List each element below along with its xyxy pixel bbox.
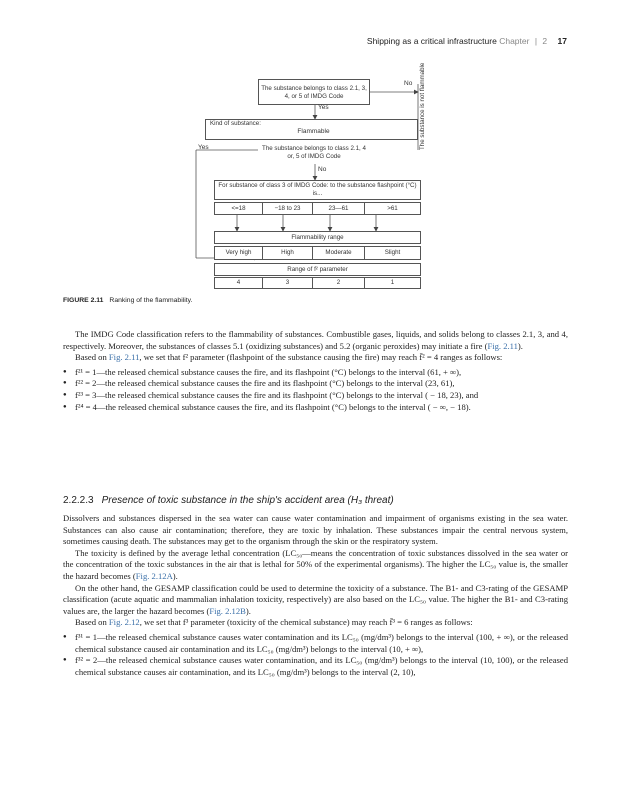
kind-of-substance-value: Flammable <box>297 128 330 135</box>
separator: | <box>534 36 538 46</box>
value-cell: 1 <box>390 279 395 286</box>
range-cell: 23—61 <box>313 203 365 214</box>
chapter-label: Chapter <box>499 36 530 46</box>
figure-link[interactable]: Fig. 2.12B <box>209 605 246 616</box>
level-cell: Moderate <box>313 247 365 259</box>
section-number: 2.2.2.3 <box>63 495 94 506</box>
section-heading <box>63 495 394 506</box>
list-item: ● f²⁴ = 4—the released chemical substance causes the fire, and its flashpoint (°C) belongs to the interval ( − ∞, − 18). <box>63 402 568 414</box>
chapter-number: 2 <box>542 36 548 46</box>
box-class-2-1-4-5: The substance belongs to class 2.1, 4 or, 5 of IMDG Code <box>258 144 370 164</box>
box-imdg-class-check: The substance belongs to class 2.1, 3, 4, or 5 of IMDG Code <box>258 79 370 105</box>
level-cell: High <box>263 247 313 259</box>
figure-flammability-flowchart <box>0 0 625 300</box>
text-block-toxicity <box>63 513 568 678</box>
box-parameter-range: Range of f² parameter <box>214 263 421 276</box>
label-no-2: No <box>318 166 327 173</box>
paragraph-lc50: The toxicity is defined by the average lethal concentration (LC₅₀—means the concentration of toxic substances dissolved in the sea water or the concentration of the toxic substances in the air that is lethal for 50% of the experimental organisms). The higher the LC₅₀ value is, the smaller the hazard becomes (Fig. 2.12A). <box>63 547 568 581</box>
list-item: ● f²² = 2—the released chemical substance causes the fire and its flashpoint (°C) belongs to the interval (23, 61), <box>63 378 568 390</box>
paragraph-based-on: Based on Fig. 2.11, we set that f² parameter (flashpoint of the substance causing the fire) may reach f̄² = 4 ranges as follows: <box>75 352 503 363</box>
label-yes-1: Yes <box>318 104 329 111</box>
box-flashpoint-question: For substance of class 3 of IMDG Code: to the substance flashpoint (°C) is... <box>214 180 421 200</box>
paragraph-imdg: The IMDG Code classification refers to the flammability of substances. Combustible gases, liquids, and solids belong to classes 2.1, 3, and 4, respectively. Moreover, the substances of classes 5.1 (oxidizing substances) and 5.2 (organic peroxides) may initiate a fire (Fig. 2.11). <box>63 329 568 351</box>
figure-link[interactable]: Fig. 2.12A <box>135 570 173 581</box>
figure-link[interactable]: Fig. 2.12 <box>108 617 140 628</box>
value-cell: 2 <box>313 278 365 288</box>
list-item: ● f³² = 2—the released chemical substance causes water contamination, and its LC₅₀ (mg/dm³) belongs to the interval (10, 100), or the released chemical substance causes air contamination, and its LC₅₀ (mg/dm³) belongs to the interval (2, 10), <box>63 655 568 678</box>
row-flammability-levels <box>214 246 421 260</box>
figure-link[interactable]: Fig. 2.11 <box>108 352 140 363</box>
page-number: 17 <box>557 36 567 46</box>
box-kind-of-substance <box>205 119 418 140</box>
value-cell: 4 <box>215 278 263 288</box>
range-cell: <=18 <box>215 203 263 214</box>
level-cell: Slight <box>384 249 401 256</box>
level-cell: Very high <box>215 247 263 259</box>
toxicity-list <box>63 632 568 678</box>
list-item: ● f³¹ = 1—the released chemical substance causes water contamination and its LC₅₀ (mg/dm³) belongs to the interval (100, + ∞), or the released chemical substance caused air contamination and its LC₅₀ (mg/dm³) belongs to the interval (10, + ∞), <box>63 632 568 655</box>
flashpoint-list <box>63 367 568 413</box>
running-title: Shipping as a critical infrastructure <box>366 36 497 46</box>
kind-of-substance-label: Kind of substance: <box>210 120 261 127</box>
label-no-top: No <box>404 80 413 87</box>
figure-link[interactable]: Fig. 2.11 <box>487 340 518 351</box>
value-cell: 3 <box>263 278 313 288</box>
paragraph-dissolvers: Dissolvers and substances dispersed in the sea water can cause water contamination and impairment of organisms existing in the sea water. Substances can also cause air contamination; therefore, they are toxic by inhalation. These substances impair the central nervous system, sometimes causing death. The substances may get to the organism through the skin or the respiratory system. <box>63 513 568 547</box>
range-cell: >61 <box>387 204 398 212</box>
paragraph-gesamp: On the other hand, the GESAMP classification could be used to determine the toxicity of a substance. The B1- and C3-rating of the GESAMP classification (acute aquatic and mammalian inhalation toxicity, respectively) are also based on the LC₅₀ value. The higher the B1- and C3-rating values are, the larger the hazard becomes (Fig. 2.12B). <box>63 582 568 616</box>
list-item: ● f²¹ = 1—the released chemical substance causes the fire, and its flashpoint (°C) belongs to the interval (61, + ∞), <box>63 367 568 379</box>
list-item: ● f²³ = 3—the released chemical substance causes the fire and its flashpoint (°C) belongs to the interval ( − 18, 23), and <box>63 390 568 402</box>
label-yes-left: Yes <box>198 144 209 151</box>
paragraph-based-on-2: Based on Fig. 2.12, we set that f³ parameter (toxicity of the chemical substance) may reach f̄³ = 6 ranges as follows: <box>75 617 473 628</box>
row-parameter-values <box>214 277 421 289</box>
caption-label: FIGURE 2.11 <box>63 297 104 304</box>
text-block-flammability <box>63 329 568 413</box>
range-cell: −18 to 23 <box>263 203 313 214</box>
row-flashpoint-ranges <box>214 202 421 215</box>
figure-caption <box>63 297 192 304</box>
section-title: Presence of toxic substance in the ship's accident area (H₃ threat) <box>101 495 394 506</box>
box-flammability-range: Flammability range <box>214 231 421 244</box>
caption-text: Ranking of the flammability. <box>109 297 193 304</box>
label-not-flammable: The substance is not flammable <box>419 62 426 150</box>
